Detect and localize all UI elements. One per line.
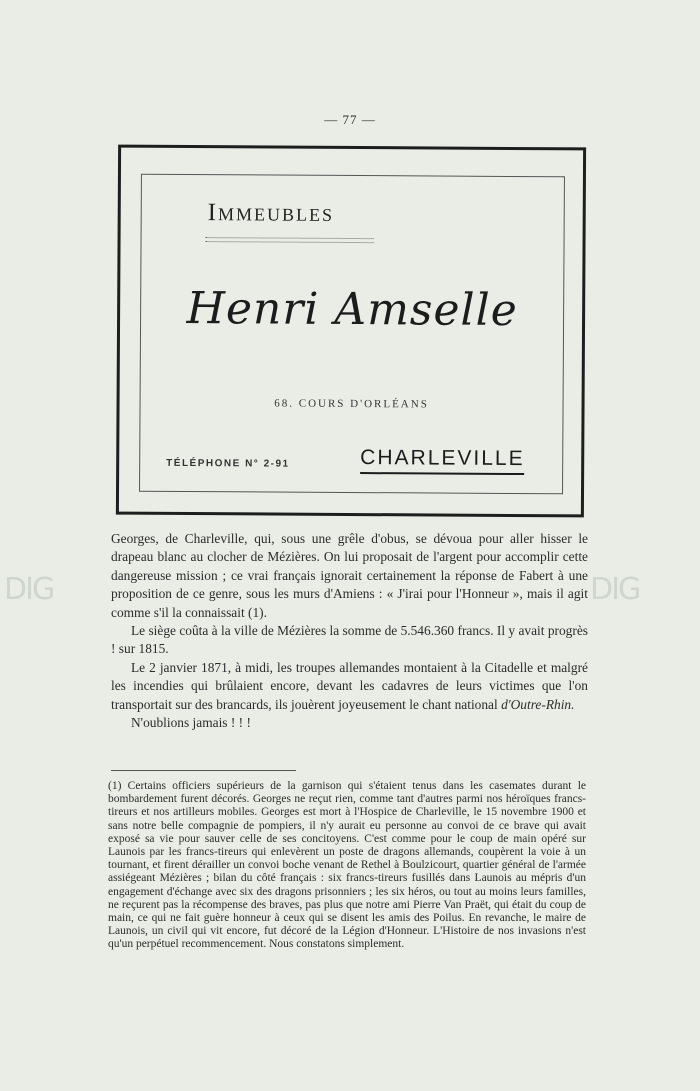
advertiser-telephone: TÉLÉPHONE N° 2-91 [166, 457, 290, 470]
footnote-separator [111, 770, 296, 771]
paragraph-siege-cost: Le siège coûta à la ville de Mézières la somme de 5.546.360 francs. Il y avait progrès ! sur 1815. [111, 623, 588, 657]
page-number: — 77 — [324, 112, 376, 127]
category-underline [206, 237, 374, 243]
advertisement-inner-frame [139, 174, 565, 495]
advertiser-name: Henri Amselle [186, 282, 518, 337]
paragraph-georges: Georges, de Charleville, qui, sous une grêle d'obus, se dévoua pour aller hisser le drapeau blanc au clocher de Mézières. On lui proposait de l'argent pour accomplir cette dangereuse mission ; ce vrai français ignorait certainement la réponse de Fabert à une proposition de ce genre, sous les murs d'Amiens : « J'irai pour l'Honneur », mais il agit comme s'il la connaissait (1). [111, 531, 588, 620]
watermark-logo-right: DIG [590, 572, 640, 607]
advertisement-frame [116, 145, 586, 518]
paragraph-january-1871-text: Le 2 janvier 1871, à midi, les troupes allemandes montaient à la Citadelle et malgré les incendies qui brûlaient encore, devant les cadavres de leurs victimes que l'on transportait sur des brancards, ils jouèrent joyeusement le chant national [111, 659, 588, 712]
advertisement-category: Immeubles [207, 199, 335, 227]
footnote: (1) Certains officiers supérieurs de la garnison qui s'étaient tenus dans les casemates durant le bombardement furent décorés. Georges ne reçut rien, comme tant d'autres parmi nos héroïques francs-tireurs et nos artilleurs mobiles. Georges est mort à l'Hospice de Charleville, le 15 novembre 1900 et sans notre belle compagnie de pompiers, il n'y aurait eu personne au convoi de ce brave qui avait exposé sa vie pour sauver celle de ses concitoyens. C'est comme pour le coup de main opéré sur Launois par les francs-tireurs qui enlevèrent un poste de dragons allemands, coupèrent la voie à un tournant, et firent dérailler un convoi boche venant de Rethel à Boulzicourt, quartier général de l'armée assiégeant Mézières ; bilan du côté français : six francs-tireurs fusillés dans Launois au mépris d'un engagement d'échange avec six des dragons prisonniers ; les six héros, ou tout au moins leurs familles, ne reçurent pas la récompense des braves, pas plus que notre ami Pierre Van Praët, qui était du coup de main, ce qui ne fait guère honneur à ceux qui se disent les amis des Poilus. En revanche, le maire de Launois, un civil qui vit encore, fut décoré de la Légion d'Honneur. L'Histoire de nos invasions n'est qu'un perpétuel recommencement. Nous constatons simplement. [108, 780, 586, 951]
advertiser-address: 68. COURS D'ORLÉANS [274, 397, 429, 411]
watermark-logo-left: DIG [4, 572, 54, 607]
paragraph-january-1871 [111, 659, 588, 714]
advertiser-city: CHARLEVILLE [360, 446, 525, 475]
outre-rhin-italic: d'Outre-Rhin. [501, 696, 575, 712]
paragraph-noublions: N'oublions jamais ! ! ! [131, 715, 251, 731]
body-text [111, 530, 588, 732]
